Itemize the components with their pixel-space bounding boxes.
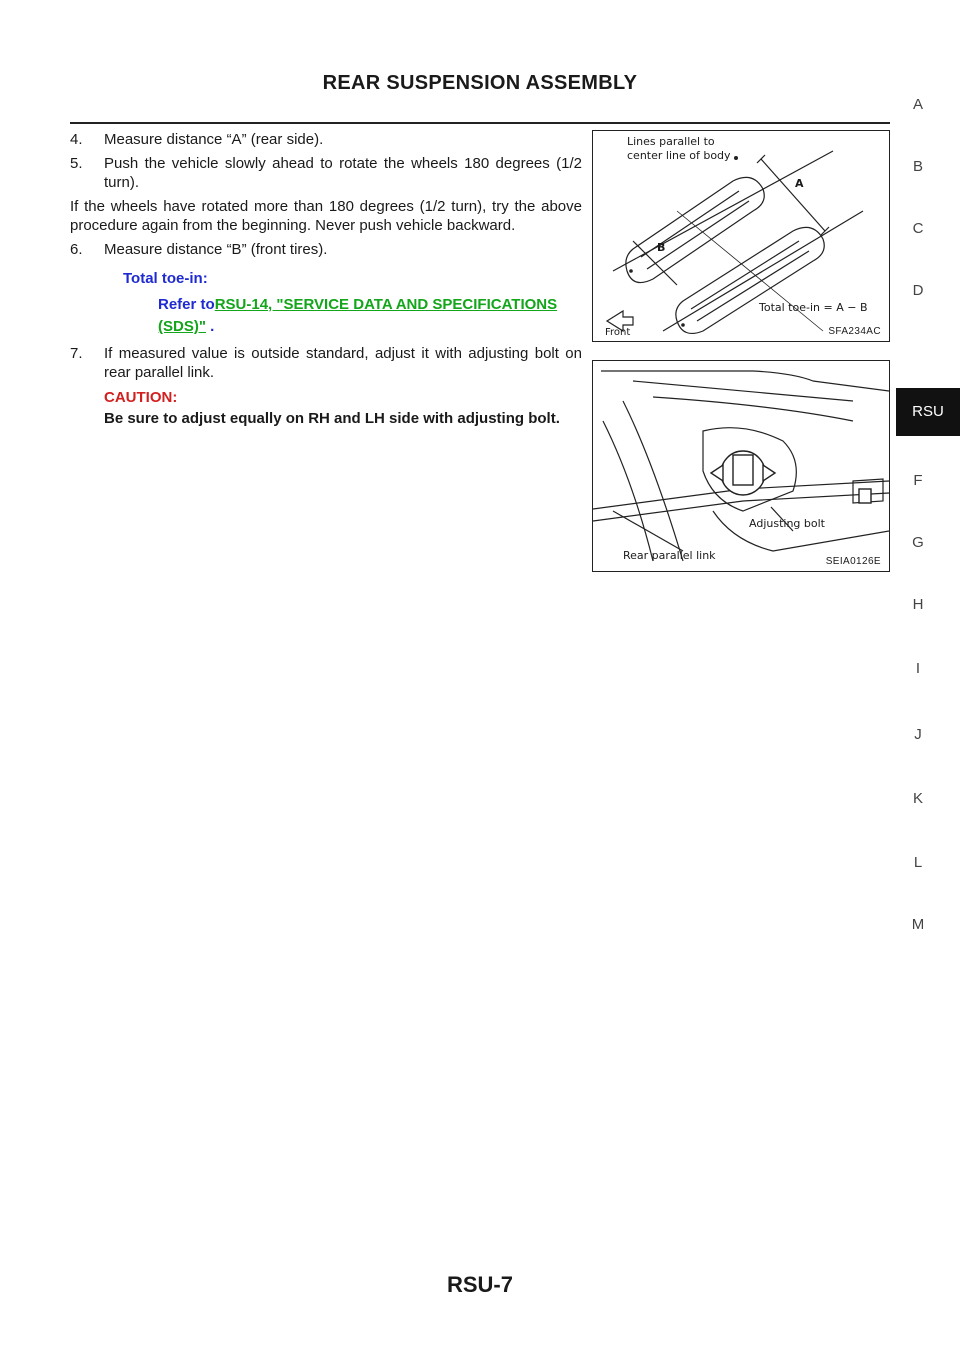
step-5-number: 5. (70, 155, 83, 172)
toe-in-figure (592, 130, 890, 342)
step-7 (70, 344, 582, 382)
step-6 (70, 240, 582, 259)
section-tab-a[interactable]: A (912, 96, 923, 113)
label-lines-parallel: Lines parallel to (627, 135, 715, 148)
caution-heading: CAUTION: (104, 389, 178, 406)
label-center-line: center line of body (627, 149, 731, 162)
section-tab-m[interactable]: M (911, 916, 925, 933)
spec-heading: Total toe-in: (123, 270, 208, 287)
label-rear-parallel-link: Rear parallel link (623, 549, 716, 562)
label-front: Front (605, 327, 631, 338)
section-tab-d[interactable]: D (912, 282, 924, 299)
step-6-number: 6. (70, 241, 83, 258)
step-6-text: Measure distance “B” (front tires). (104, 241, 328, 258)
sds-link[interactable]: RSU-14, "SERVICE DATA AND SPECIFICATIONS (SDS)" (158, 296, 558, 335)
section-tab-k[interactable]: K (912, 790, 923, 807)
spec-prefix: Refer to (158, 296, 215, 313)
step-4-text: Measure distance “A” (rear side). (104, 131, 324, 148)
step-4 (70, 130, 582, 149)
label-total-toe-in: Total toe-in = A − B (759, 301, 868, 314)
section-tab-h[interactable]: H (912, 596, 924, 613)
title-rule (70, 122, 890, 124)
figure-code: SFA234AC (828, 326, 881, 337)
figure-code: SEIA0126E (825, 556, 881, 567)
section-tab-i[interactable]: I (915, 660, 921, 677)
spec-reference (158, 294, 582, 338)
step-5 (70, 154, 582, 192)
procedure-note: If the wheels have rotated more than 180 degrees (1/2 turn), try the above procedure again from the beginning. Never push vehicle backward. (70, 198, 582, 234)
label-a: A (795, 177, 804, 190)
main-content (70, 130, 582, 428)
section-tab-rsu[interactable]: RSU (896, 388, 960, 436)
step-4-number: 4. (70, 131, 83, 148)
step-5-text: Push the vehicle slowly ahead to rotate the wheels 180 degrees (1/2 turn). (104, 155, 582, 191)
adjusting-bolt-figure (592, 360, 890, 572)
section-tab-g[interactable]: G (912, 534, 924, 551)
step-7-text: If measured value is outside standard, adjust it with adjusting bolt on rear parallel link. (104, 345, 582, 381)
page-number: RSU-7 (446, 1272, 513, 1297)
section-tab-l[interactable]: L (913, 854, 923, 871)
spec-suffix: . (205, 318, 215, 335)
section-tab-f[interactable]: F (913, 472, 923, 489)
section-tab-c[interactable]: C (912, 220, 924, 237)
section-tab-j[interactable]: J (914, 726, 922, 743)
page-title: REAR SUSPENSION ASSEMBLY (322, 72, 638, 94)
caution-text: Be sure to adjust equally on RH and LH side with adjusting bolt. (104, 410, 560, 427)
label-b: B (657, 241, 666, 254)
step-7-number: 7. (70, 345, 83, 362)
section-tab-b[interactable]: B (912, 158, 923, 175)
label-adjusting-bolt: Adjusting bolt (749, 517, 825, 530)
adjusting-bolt-diagram (593, 361, 889, 571)
